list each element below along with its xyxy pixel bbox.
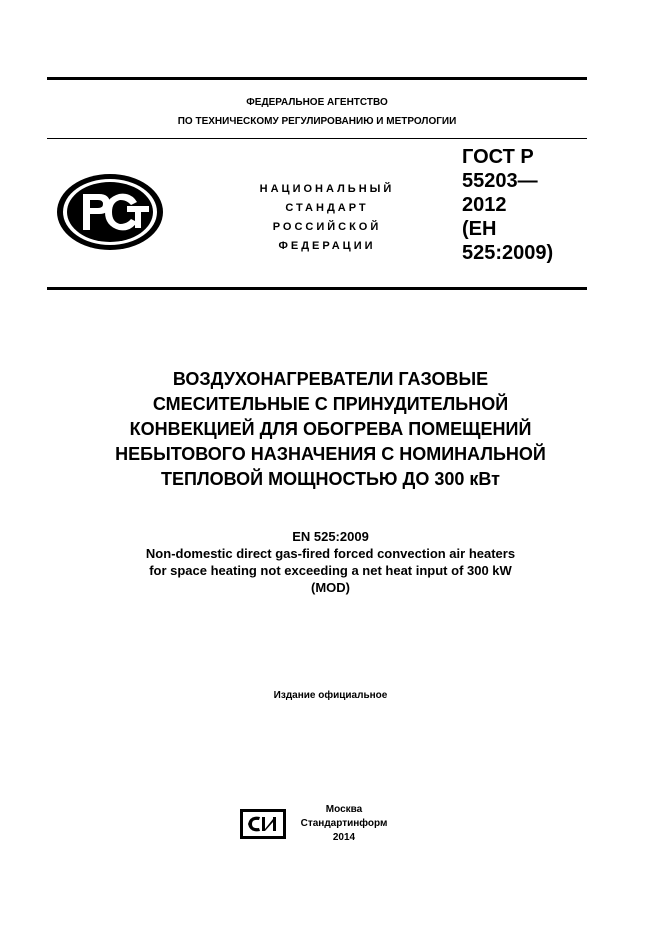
header-divider bbox=[47, 138, 587, 139]
title-line: КОНВЕКЦИЕЙ ДЛЯ ОБОГРЕВА ПОМЕЩЕНИЙ bbox=[129, 419, 532, 439]
en-reference bbox=[47, 528, 614, 596]
national-standard-label bbox=[238, 180, 416, 256]
publisher-city: Москва bbox=[325, 804, 363, 815]
en-reference-line: EN 525:2009 bbox=[292, 529, 369, 544]
publisher-year: 2014 bbox=[332, 832, 356, 843]
standartinform-logo-icon bbox=[240, 809, 286, 839]
title-line: СМЕСИТЕЛЬНЫЕ С ПРИНУДИТЕЛЬНОЙ bbox=[152, 394, 509, 414]
en-reference-line: for space heating not exceeding a net heat input of 300 kW bbox=[149, 563, 512, 578]
gost-r-emblem-icon bbox=[55, 172, 165, 252]
agency-line-2: ПО ТЕХНИЧЕСКОМУ РЕГУЛИРОВАНИЮ И МЕТРОЛОГИИ bbox=[177, 116, 457, 127]
agency-name bbox=[47, 93, 587, 131]
national-standard-line: СТАНДАРТ bbox=[285, 202, 369, 214]
en-reference-line: (MOD) bbox=[311, 580, 350, 595]
title-line: ВОЗДУХОНАГРЕВАТЕЛИ ГАЗОВЫЕ bbox=[172, 369, 489, 389]
publisher-name: Стандартинформ bbox=[300, 818, 388, 829]
national-standard-line: НАЦИОНАЛЬНЫЙ bbox=[259, 183, 395, 195]
top-rule bbox=[47, 77, 587, 80]
standard-designation bbox=[462, 145, 582, 265]
designation-line: 55203— bbox=[462, 170, 538, 192]
publisher-block bbox=[292, 803, 396, 845]
document-title bbox=[47, 367, 614, 492]
designation-line: 525:2009) bbox=[462, 242, 554, 264]
national-standard-line: ФЕДЕРАЦИИ bbox=[278, 240, 376, 252]
edition-label: Издание официальное bbox=[273, 690, 388, 701]
designation-line: ГОСТ Р bbox=[462, 146, 534, 168]
agency-line-1: ФЕДЕРАЛЬНОЕ АГЕНТСТВО bbox=[246, 97, 388, 108]
title-line: НЕБЫТОВОГО НАЗНАЧЕНИЯ С НОМИНАЛЬНОЙ bbox=[115, 444, 546, 464]
designation-line: 2012 bbox=[462, 194, 507, 216]
designation-line: (ЕН bbox=[462, 218, 497, 240]
national-standard-line: РОССИЙСКОЙ bbox=[272, 221, 382, 233]
header-bottom-rule bbox=[47, 287, 587, 290]
en-reference-line: Non-domestic direct gas-fired forced convection air heaters bbox=[145, 546, 516, 561]
title-line: ТЕПЛОВОЙ МОЩНОСТЬЮ ДО 300 кВт bbox=[161, 469, 500, 489]
